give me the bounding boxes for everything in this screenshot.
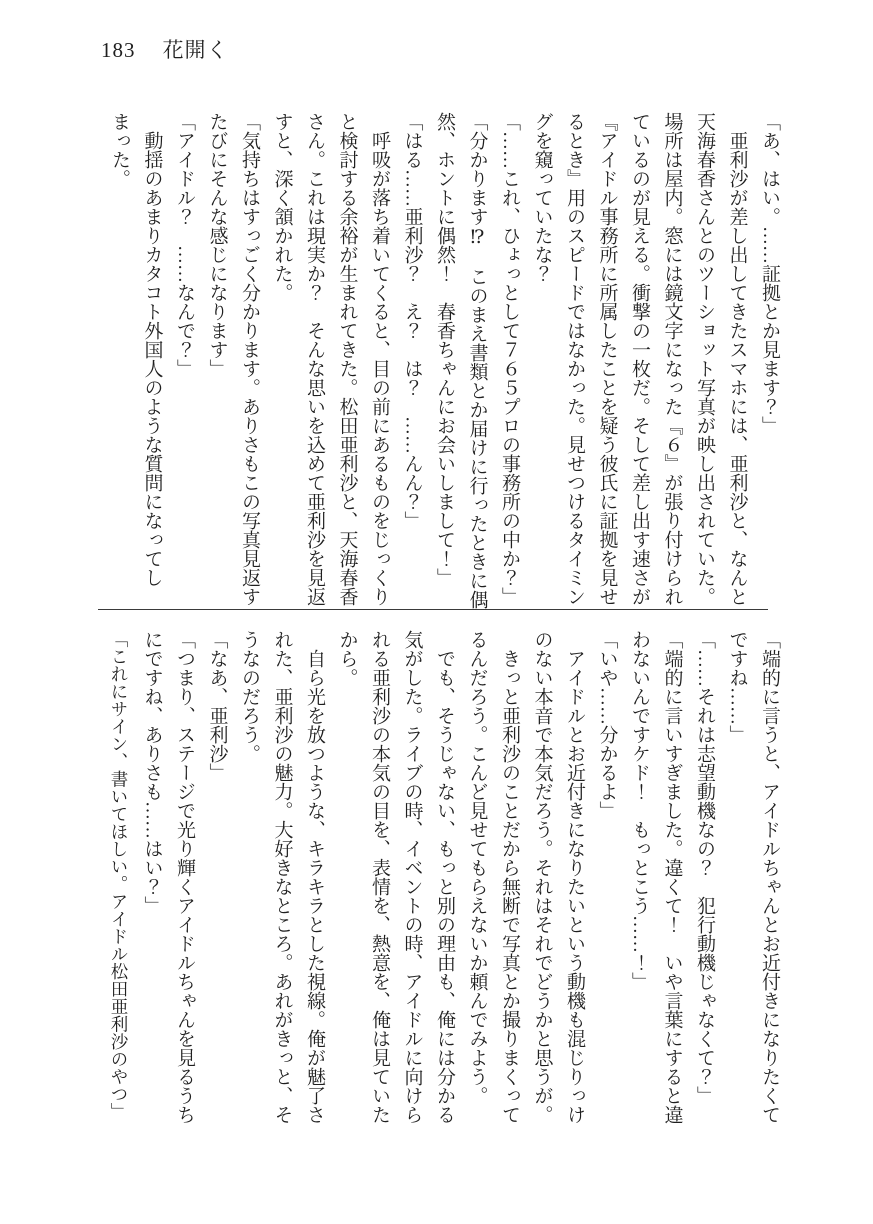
chapter-title: 花開く <box>162 38 229 62</box>
paragraph: 「……それは志望動機なの？ 犯行動機じゃなくて？」 <box>694 630 715 1105</box>
paragraph: 「なあ、亜利沙」 <box>206 630 228 782</box>
paragraph: 「はる……亜利沙？ え？ は？ ……んん？」 <box>401 112 423 530</box>
paragraph: アイドルとお近付きになりたいという動機も混じりっけのない本音で本気だろう。それはそれでどうかと思うが。 <box>531 630 585 1124</box>
paragraph: 「あ、はい。……証拠とか見ます？」 <box>759 112 780 435</box>
paragraph: 「いや……分かるよ」 <box>596 630 618 820</box>
paragraph: 「端的に言いすぎました。違くて！ いや言葉にすると違わないんですケド！ もっとこう……！」 <box>629 630 683 1124</box>
page-number: 183 <box>101 38 136 62</box>
text-block-bottom <box>103 630 786 1130</box>
paragraph: きっと亜利沙のことだから無断で写真とか撮りまくってるんだろう。こんど見せてもらえないか頼んでみよう。 <box>466 630 520 1124</box>
paragraph: 自ら光を放つような、キラキラとした視線。俺が魅了された、亜利沙の魅力。大好きなところ。あれがきっと、そうなのだろう。 <box>239 630 325 1124</box>
paragraph: 「端的に言うと、アイドルちゃんとお近付きになりたくてですね……」 <box>726 630 780 1124</box>
page-header <box>101 34 229 64</box>
paragraph: 亜利沙が差し出してきたスマホには、亜利沙と、なんと天海春香さんとのツーショット写真が映し出されていた。場所は屋内。窓には鏡文字になった『６』が張り付けられているのが見える。衝撃の一枚だ。そして差し出す速さが『アイドル事務所に所属したことを疑う彼氏に証拠を見せるとき』用のスピードではなかった。見せつけるタイミングを窺っていたな？ <box>531 112 748 606</box>
paragraph: 「……これ、ひょっとして７６５プロの事務所の中か？」 <box>499 112 520 606</box>
text-block-top <box>103 112 786 612</box>
paragraph: 「これにサイン、書いてほしい。アイドル松田亜利沙のやつ」 <box>109 630 129 1120</box>
paragraph: 「分かります⁉ このまえ書類とか届けに行ったときに偶然、ホントに偶然！ 春香ちゃんにお会いしまして！」 <box>434 112 488 609</box>
paragraph: でも、そうじゃない、もっと別の理由も、俺には分かる気がした。ライブの時、イベントの時、アイドルに向けられる亜利沙の本気の目を、表情を、熱意を、俺は見ていたから。 <box>336 630 455 1124</box>
paragraph: 「気持ちはすっごく分かります。ありさもこの写真見返すたびにそんな感じになります」 <box>206 112 260 606</box>
paragraph: 「アイドル？ ……なんで？」 <box>174 112 195 378</box>
paragraph: 「つまり、ステージで光り輝くアイドルちゃんを見るうちにですね、ありさも……はい？」 <box>141 630 195 1124</box>
paragraph: 動揺のあまりカタコト外国人のような質問になってしまった。 <box>109 112 163 587</box>
paragraph: 呼吸が落ち着いてくると、目の前にあるものをじっくりと検討する余裕が生まれてきた。松田亜利沙と、天海春香さん。これは現実か？ そんな思いを込めて亜利沙を見返すと、深く頷かれた。 <box>271 112 390 606</box>
section-divider <box>98 609 768 610</box>
